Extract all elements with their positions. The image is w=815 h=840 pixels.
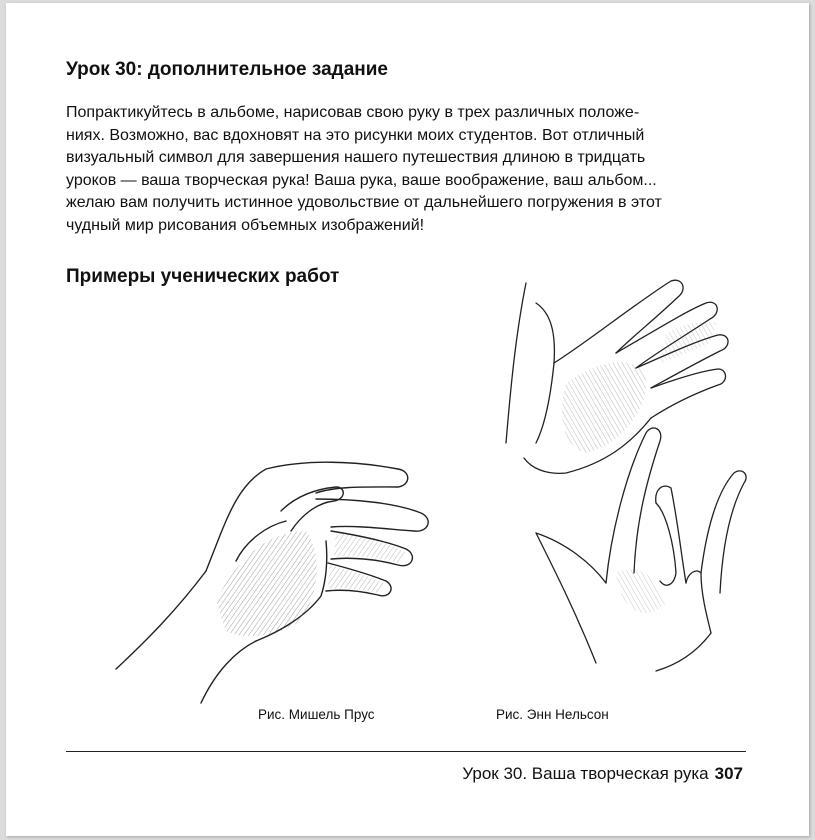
paragraph-line: Попрактикуйтесь в альбоме, нарисовав свою руку в трех различных положе- bbox=[66, 104, 640, 121]
examples-heading: Примеры ученических работ bbox=[66, 266, 340, 287]
page-number: 307 bbox=[714, 764, 743, 783]
lesson-heading: Урок 30: дополнительное задание bbox=[66, 59, 388, 80]
paragraph-line: ниях. Возможно, вас вдохновят на это рисунки моих студентов. Вот отличный bbox=[66, 126, 645, 144]
paragraph-line: уроков — ваша творческая рука! Ваша рука, ваше воображение, ваш альбом... bbox=[66, 171, 657, 189]
hand-drawing-right bbox=[496, 273, 766, 673]
paragraph-line: желаю вам получить истинное удовольствие от дальнейшего погружения в этот bbox=[66, 194, 662, 212]
hand-drawing-left bbox=[106, 441, 436, 711]
page-footer bbox=[462, 764, 743, 784]
footer-divider bbox=[66, 751, 746, 752]
lesson-paragraph bbox=[66, 102, 716, 238]
footer-chapter-title: Урок 30. Ваша творческая рука bbox=[462, 764, 709, 783]
caption-right: Рис. Энн Нельсон bbox=[496, 707, 609, 722]
caption-left: Рис. Мишель Прус bbox=[258, 707, 375, 722]
paragraph-line: чудный мир рисования объемных изображений! bbox=[66, 216, 425, 234]
book-page bbox=[6, 3, 809, 836]
paragraph-line: визуальный символ для завершения нашего путешествия длиною в тридцать bbox=[66, 149, 646, 167]
